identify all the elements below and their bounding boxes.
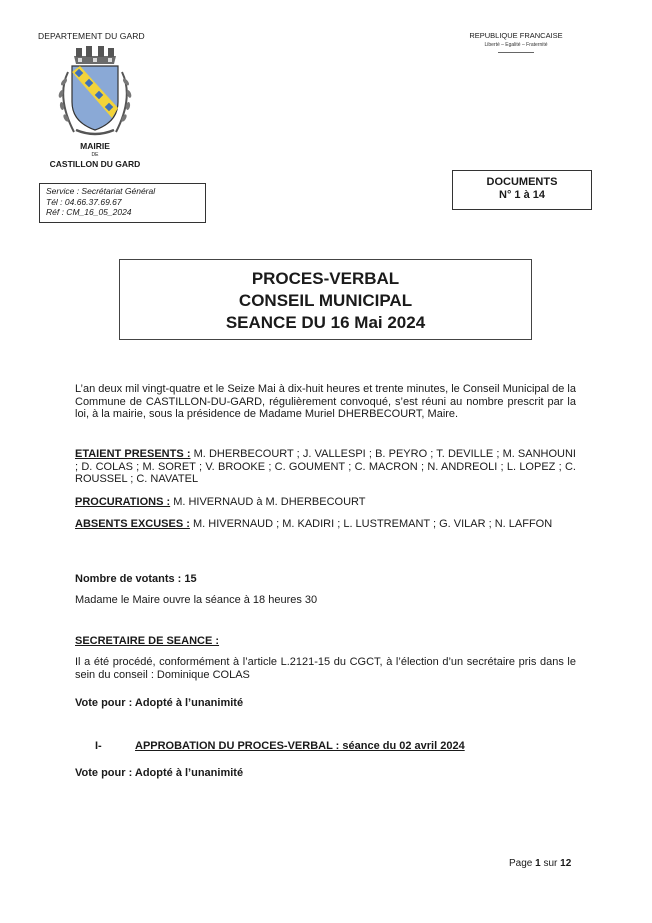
presents-paragraph (75, 448, 576, 486)
secretaire-paragraph: Il a été procédé, conformément à l’article L.2121-15 du CGCT, à l’élection d’un secrétaire pris dans le sein du conseil : Dominique COLAS (75, 656, 576, 681)
mairie-title: MAIRIE (80, 141, 110, 151)
mairie-de: DE (91, 152, 99, 158)
page-separator: sur (543, 858, 558, 869)
vote-result-2: Vote pour : Adopté à l’unanimité (75, 767, 244, 779)
documents-label: DOCUMENTS (486, 176, 558, 188)
seance-opening: Madame le Maire ouvre la séance à 18 heures 30 (75, 594, 318, 606)
republic-devise: Liberté – Egalité – Fraternité (484, 42, 548, 48)
title-line-3: SEANCE DU 16 Mai 2024 (225, 313, 426, 332)
service-phone: Tél : 04.66.37.69.67 (46, 196, 122, 207)
procurations-list: M. HIVERNAUD à M. DHERBECOURT (170, 496, 366, 508)
coat-of-arms-logo (50, 42, 140, 142)
service-line: Service : Secrétariat Général (46, 186, 156, 196)
presents-list: M. DHERBECOURT ; J. VALLESPI ; B. PEYRO ; T. DEVILLE ; M. SANHOUNI ; D. COLAS ; M. SORET ; V. BROOKE ; C. GOUMENT ; C. MACRON ; N. ANDREOLI ; L. LOPEZ ; C. ROUSSEL ; C. NAVATEL (75, 448, 576, 486)
secretaire-heading: SECRETAIRE DE SEANCE : (75, 635, 220, 647)
title-line-2: CONSEIL MUNICIPAL (238, 291, 413, 310)
service-box (39, 183, 206, 223)
item-title: APPROBATION DU PROCES-VERBAL : séance du 02 avril 2024 (135, 740, 465, 752)
votants-count: Nombre de votants : 15 (75, 573, 197, 585)
intro-paragraph: L’an deux mil vingt-quatre et le Seize Mai à dix-huit heures et trente minutes, le Conseil Municipal de la Commune de CASTILLON-DU-GARD, régulièrement convoqué, s’est réuni au nombre prescrit par la loi, à la mairie, sous la présidence de Madame Muriel DHERBECOURT, Maire. (75, 383, 576, 421)
republic-divider (498, 52, 534, 53)
documents-box (452, 170, 592, 210)
title-line-1: PROCES-VERBAL (251, 269, 400, 288)
page-footer (509, 858, 571, 869)
item-number: I- (95, 740, 102, 752)
page-current: 1 (535, 858, 541, 869)
documents-range: N° 1 à 14 (499, 189, 545, 201)
commune-name: CASTILLON DU GARD (49, 159, 141, 169)
republic-header (468, 31, 564, 53)
absents-label: ABSENTS EXCUSES : (75, 518, 190, 530)
absents-list: M. HIVERNAUD ; M. KADIRI ; L. LUSTREMANT ; G. VILAR ; N. LAFFON (189, 518, 553, 530)
republic-title: REPUBLIQUE FRANCAISE (469, 31, 563, 40)
procurations-label: PROCURATIONS : (75, 496, 171, 508)
mairie-label (40, 141, 150, 170)
page-total: 12 (560, 858, 572, 869)
procurations-paragraph (75, 496, 576, 509)
department-header: DEPARTEMENT DU GARD (38, 31, 145, 41)
title-box (119, 259, 532, 340)
page-label: Page (509, 858, 533, 869)
vote-result-1: Vote pour : Adopté à l’unanimité (75, 697, 244, 709)
presents-label: ETAIENT PRESENTS : (75, 448, 191, 460)
absents-paragraph (75, 518, 576, 531)
service-reference: Réf : CM_16_05_2024 (46, 207, 132, 218)
